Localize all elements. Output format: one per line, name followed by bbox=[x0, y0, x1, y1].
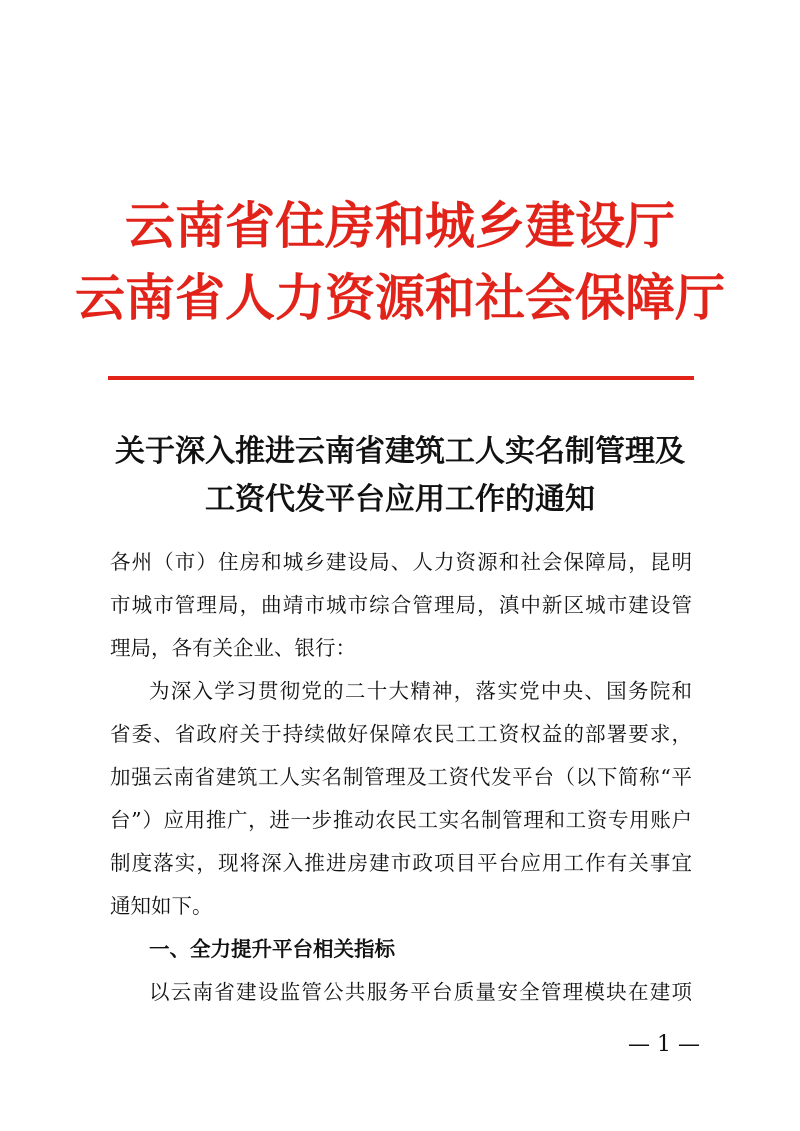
intro-line: 通知如下。 bbox=[110, 894, 213, 918]
addressee-line: 理局，各有关企业、银行： bbox=[110, 636, 356, 660]
page-number: — 1 — bbox=[628, 1032, 700, 1057]
section-1-heading: 一、全力提升平台相关指标 bbox=[149, 937, 395, 961]
section-1-body-line: 以云南省建设监管公共服务平台质量安全管理模块在建项 bbox=[149, 980, 692, 1004]
intro-line: 为深入学习贯彻党的二十大精神，落实党中央、国务院和 bbox=[149, 679, 692, 703]
addressee-line: 各州（市）住房和城乡建设局、人力资源和社会保障局，昆明 bbox=[110, 550, 692, 574]
intro-line: 省委、省政府关于持续做好保障农民工工资权益的部署要求， bbox=[110, 722, 692, 746]
org-name-human-resources-department: 云南省人力资源和社会保障厅 bbox=[75, 268, 725, 327]
intro-line: 加强云南省建筑工人实名制管理及工资代发平台（以下简称“平 bbox=[110, 765, 692, 789]
addressee-line: 市城市管理局，曲靖市城市综合管理局，滇中新区城市建设管 bbox=[110, 593, 692, 617]
title-line-2: 工资代发平台应用工作的通知 bbox=[205, 482, 595, 517]
intro-line: 制度落实，现将深入推进房建市政项目平台应用工作有关事宜 bbox=[110, 851, 692, 875]
title-line-1: 关于深入推进云南省建筑工人实名制管理及 bbox=[115, 434, 685, 469]
intro-line: 台”）应用推广，进一步推动农民工实名制管理和工资专用账户 bbox=[110, 808, 692, 832]
org-name-housing-department: 云南省住房和城乡建设厅 bbox=[125, 196, 675, 255]
red-divider-line bbox=[108, 376, 694, 380]
